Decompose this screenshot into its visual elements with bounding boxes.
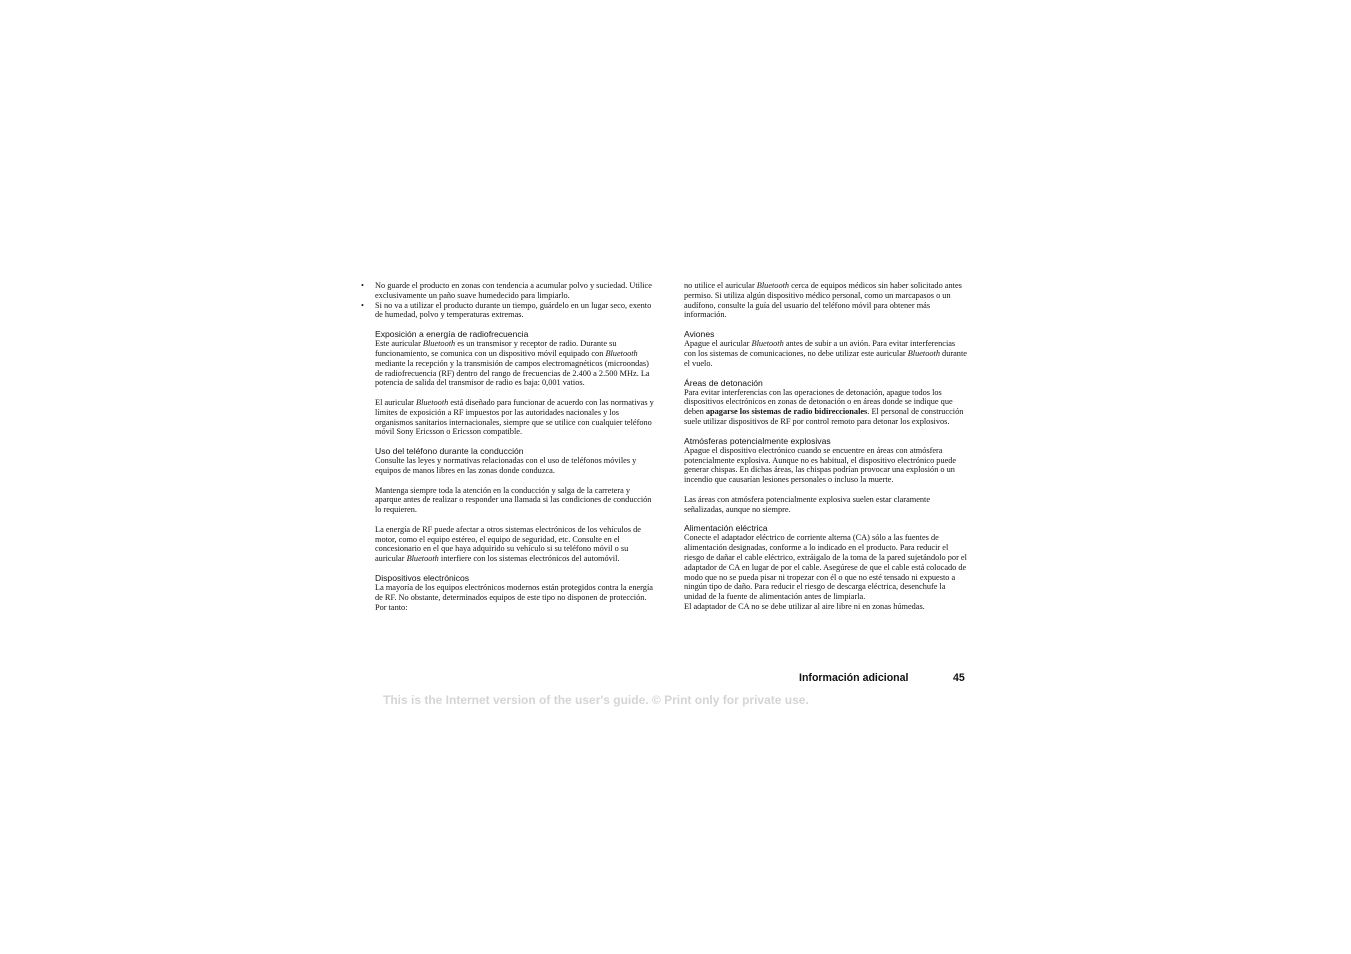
section-heading: Áreas de detonación	[684, 377, 763, 388]
blasting-areas-section	[684, 378, 968, 427]
bullet-icon: •	[361, 300, 364, 310]
bullet-icon: •	[361, 281, 364, 290]
paragraph: La energía de RF puede afectar a otros sistemas electrónicos de los vehículos de motor, como el equipo estéreo, el equipo de seguridad, etc. Consulte en el concesionario en el que haya adquirido su vehículo si su teléfono móvil o su auricular Bluetooth interfiere con los sistemas electrónicos del automóvil.	[375, 524, 641, 564]
right-column	[684, 281, 968, 621]
paragraph: La mayoría de los equipos electrónicos modernos están protegidos contra la energía de RF. No obstante, determinados equipos de este tipo no disponen de protección. Por tanto:	[375, 582, 653, 612]
section-heading: Aviones	[684, 329, 715, 340]
explosive-atmospheres-section	[684, 436, 968, 515]
section-heading: Uso del teléfono durante la conducción	[375, 446, 524, 457]
paragraph: Mantenga siempre toda la atención en la conducción y salga de la carretera y aparque antes de realizar o responder una llamada si las condiciones de conducción lo requieren.	[375, 485, 652, 515]
paragraph: El auricular Bluetooth está diseñado para funcionar de acuerdo con las normativas y límites de exposición a RF impuestos por las autoridades nacionales y los organismos sanitarios internacionales, siempre que se utilice con cualquier teléfono móvil Sony Ericsson o Ericsson compatible.	[375, 397, 654, 437]
left-column	[361, 281, 657, 621]
section-heading: Exposición a energía de radiofrecuencia	[375, 329, 529, 340]
section-heading: Atmósferas potencialmente explosivas	[684, 435, 831, 446]
watermark-text: This is the Internet version of the user's guide. © Print only for private use.	[383, 693, 809, 707]
paragraph: Apague el auricular Bluetooth antes de subir a un avión. Para evitar interferencias con los sistemas de comunicaciones, no debe utilizar este auricular Bluetooth durante el vuelo.	[684, 339, 967, 368]
paragraph: El adaptador de CA no se debe utilizar al aire libre ni en zonas húmedas.	[684, 601, 925, 611]
driving-section	[361, 446, 657, 564]
paragraph: Las áreas con atmósfera potencialmente explosiva suelen estar claramente señalizadas, aunque no siempre.	[684, 494, 931, 514]
paragraph: Este auricular Bluetooth es un transmisor y receptor de radio. Durante su funcionamiento, se comunica con un dispositivo móvil equipado con Bluetooth mediante la recepción y la transmisión de campos electromagnéticos (microondas) de radiofrecuencia (RF) dentro del rango de frecuencias de 2.400 a 2.500 MHz. La potencia de salida del transmisor de radio es baja: 0,001 vatios.	[375, 339, 650, 388]
aircraft-section	[684, 329, 968, 368]
paragraph: Para evitar interferencias con las operaciones de detonación, apague todos los dispositivos electrónicos en zonas de detonación o en áreas donde se indique que deben apagarse los sistemas de radio bidireccionales. El personal de construcción suele utilizar dispositivos de RF por control remoto para detonar los explosivos.	[684, 387, 964, 426]
footer-section-title: Información adicional	[799, 672, 909, 684]
list-item: • Si no va a utilizar el producto durante un tiempo, guárdelo en un lugar seco, exento de humedad, polvo y temperaturas extremas.	[361, 300, 652, 320]
electronic-devices-section	[361, 573, 657, 612]
section-heading: Dispositivos electrónicos	[375, 572, 470, 583]
page-number: 45	[953, 672, 965, 684]
medical-continuation	[684, 281, 968, 320]
paragraph: Conecte el adaptador eléctrico de corriente alterna (CA) sólo a las fuentes de alimentación designadas, conforme a lo indicado en el producto. Para reducir el riesgo de dañar el cable eléctrico, extráigalo de la toma de la pared sujetándolo por el adaptador de CA en lugar de por el cable. Asegúrese de que el cable está colocado de modo que no se pueda pisar ni tropezar con él o que no esté tensado ni expuesto a ningún tipo de daño. Para reducir el riesgo de descarga eléctrica, desenchufe la unidad de la fuente de alimentación antes de limpiarla.	[684, 533, 967, 602]
paragraph: no utilice el auricular Bluetooth cerca de equipos médicos sin haber solicitado antes permiso. Si utiliza algún dispositivo médico personal, como un marcapasos o un audífono, consulte la guía del usuario del teléfono móvil para obtener más información.	[684, 281, 962, 320]
care-bullet-list	[361, 281, 657, 320]
section-heading: Alimentación eléctrica	[684, 523, 768, 534]
paragraph: Consulte las leyes y normativas relacionadas con el uso de teléfonos móviles y equipos de manos libres en las zonas donde conduzca.	[375, 456, 637, 475]
paragraph: Apague el dispositivo electrónico cuando se encuentre en áreas con atmósfera potencialmente explosiva. Aunque no es habitual, el dispositivo electrónico puede generar chispas. En dichas áreas, las chispas podrían provocar una explosión o un incendio que causarían lesiones personales o incluso la muerte.	[684, 445, 957, 485]
rf-exposure-section	[361, 329, 657, 437]
list-item: • No guarde el producto en zonas con tendencia a acumular polvo y suciedad. Utilice exclusivamente un paño suave humedecido para limpiarlo.	[361, 281, 652, 300]
power-supply-section	[684, 523, 968, 611]
